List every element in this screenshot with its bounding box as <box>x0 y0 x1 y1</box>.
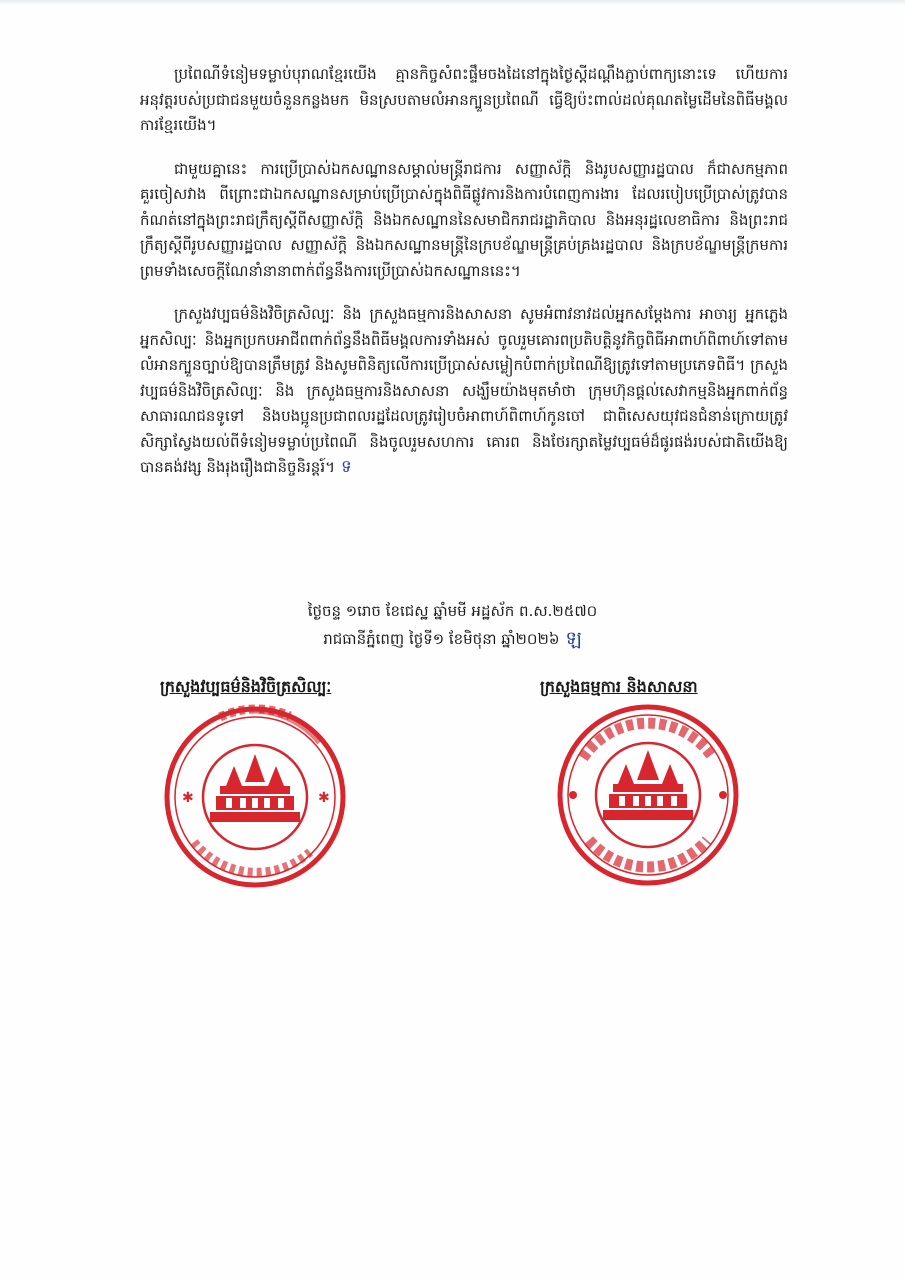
paragraph-3-text: ក្រសួងវប្បធម៌និងវិចិត្រសិល្បៈ និង ក្រសួងធម្មការនិងសាសនា សូមអំពាវនាវដល់អ្នកសម្ដែងការ អាចារ្យ អ្នកភ្លេង អ្នកសិល្បៈ និងអ្នកប្រកបអាជីពពាក់ព័ន្ធនឹងពិធីមង្គលការទាំងអស់ ចូលរួមគោរពប្រតិបត្តិនូវកិច្ចពិធីអាពាហ៍ពិពាហ៍ទៅតាមលំអានក្បួនច្បាប់ឱ្យបានត្រឹមត្រូវ និងសូមពិនិត្យលើការប្រើប្រាស់សម្លៀកបំពាក់ប្រពៃណីឱ្យត្រូវទៅតាមប្រភេទពិធី។ ក្រសួងវប្បធម៌និងវិចិត្រសិល្បៈ និង ក្រសួងធម្មការនិងសាសនា សង្ឃឹមយ៉ាងមុតមាំថា ក្រុមហ៊ុនផ្ដល់សេវាកម្មនិងអ្នកពាក់ព័ន្ធ សាធារណជនទូទៅ និងបងប្អូនប្រជាពលរដ្ឋដែលត្រូវរៀបចំអាពាហ៍ពិពាហ៍កូនចៅ ជាពិសេសយុវជនជំនាន់ក្រោយត្រូវសិក្សាស្វែងយល់ពីទំនៀមទម្លាប់ប្រពៃណី និងចូលរួមសហការ គោរព និងថែរក្សាតម្លៃវប្បធម៌ដ៏ផូរផង់របស់ជាតិយើងឱ្យបានគង់វង្ស និងរុងរឿងជានិច្ចនិរន្តរ៍។ <box>140 305 788 476</box>
scan-edge <box>0 0 905 6</box>
place-date-text: រាជធានីភ្នំពេញ ថ្ងៃទី១ ខែមិថុនា ឆ្នាំ២០២៦ <box>323 630 560 648</box>
paragraph-1-text: ប្រពៃណីទំនៀមទម្លាប់បុរាណខ្មែរយើង គ្មានកិច្ចសំពះផ្ទឹមចងដៃនៅក្នុងថ្ងៃស្ដីដណ្ដឹងភ្ជាប់ពាក្យនោះទេ ហើយការអនុវត្តរបស់ប្រជាជនមួយចំនួនកន្លងមក មិនស្របតាមលំអានក្បួនប្រពៃណី ធ្វើឱ្យប៉ះពាល់ដល់គុណតម្លៃដើមនៃពិធីមង្គលការខ្មែរយើង។ <box>140 65 788 134</box>
angkor-temple-icon <box>603 750 693 820</box>
date-handwritten-mark: ឡ <box>565 628 582 649</box>
lunar-date-line <box>0 598 905 624</box>
ministry-religion-seal <box>553 700 743 890</box>
letter-body <box>140 62 788 499</box>
ministry-religion-label: ក្រសួងធម្មការ និងសាសនា <box>540 677 698 696</box>
paragraph-2 <box>140 157 788 285</box>
svg-text:✱: ✱ <box>182 790 194 806</box>
paragraph-3 <box>140 302 788 481</box>
lunar-date-text: ថ្ងៃចន្ទ ១រោច ខែជេស្ឋ ឆ្នាំមមី អដ្ឋស័ក ព.ស.២៥៧០ <box>307 602 598 620</box>
svg-text:✱: ✱ <box>318 790 330 806</box>
paragraph-1 <box>140 62 788 139</box>
place-date-line <box>0 626 905 652</box>
ministry-culture-label: ក្រសួងវប្បធម៌និងវិចិត្រសិល្បៈ <box>160 677 332 696</box>
angkor-temple-icon <box>210 754 300 822</box>
handwritten-initials: ទ <box>340 457 352 477</box>
ministry-culture-seal <box>160 702 350 892</box>
paragraph-2-text: ជាមួយគ្នានេះ ការប្រើប្រាស់ឯកសណ្ឋានសម្គាល់មន្ត្រីរាជការ សញ្ញាស័ក្តិ និងរូបសញ្ញារដ្ឋបាល ក៏ជាសកម្មភាពគួរចៀសវាង ពីព្រោះជាឯកសណ្ឋានសម្រាប់ប្រើប្រាស់ក្នុងពិធីផ្លូវការនិងការបំពេញការងារ ដែលរបៀបប្រើប្រាស់ត្រូវបានកំណត់នៅក្នុងព្រះរាជក្រឹត្យស្ដីពីសញ្ញាស័ក្តិ និងឯកសណ្ឋាននៃសមាជិករាជរដ្ឋាភិបាល និងអនុរដ្ឋលេខាធិការ និងព្រះរាជក្រឹត្យស្ដីពីរូបសញ្ញារដ្ឋបាល សញ្ញាស័ក្តិ និងឯកសណ្ឋានមន្ត្រីនៃក្របខ័ណ្ឌមន្ត្រីគ្រប់គ្រងរដ្ឋបាល និងក្របខ័ណ្ឌមន្ត្រីក្រមការ ព្រមទាំងសេចក្ដីណែនាំនានាពាក់ព័ន្ធនឹងការប្រើប្រាស់ឯកសណ្ឋាននេះ។ <box>140 159 788 280</box>
